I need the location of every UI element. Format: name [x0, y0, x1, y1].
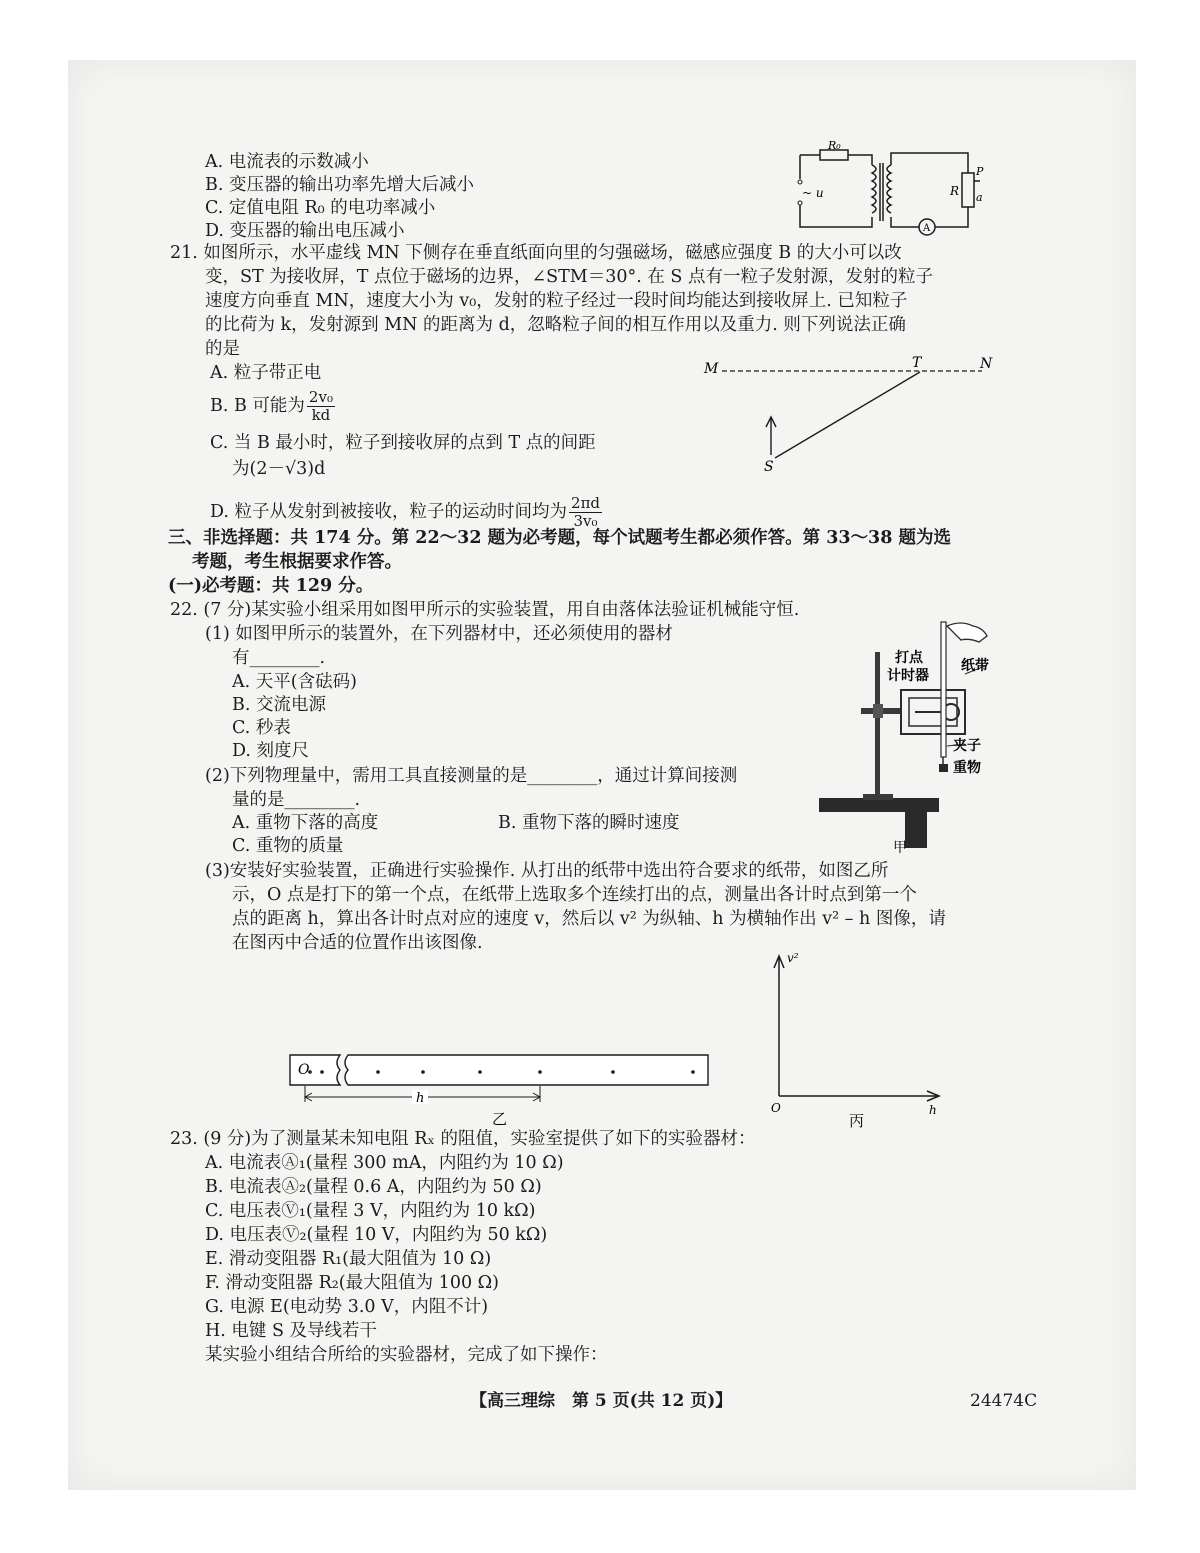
timer-label-line-1: 打点	[895, 650, 923, 666]
section3-heading-line-1: 三、非选择题：共 174 分。第 22～32 题为必考题，每个试题考生都必须作答。第 33～38 题为选	[168, 528, 951, 548]
q22-part1-line-1: (1) 如图甲所示的装置外，在下列器材中，还必须使用的器材	[205, 624, 673, 644]
origin-label: O	[771, 1101, 781, 1115]
q21-option-d-prefix: D. 粒子从发射到被接收，粒子的运动时间均为	[210, 502, 568, 522]
r-label: R	[950, 184, 960, 198]
q20-option-a: A. 电流表的示数减小	[205, 152, 369, 172]
q22-part2-line-1: (2)下列物理量中，需用工具直接测量的是________，通过计算间接测	[205, 766, 738, 786]
q23-item-g: G. 电源 E(电动势 3.0 V，内阻不计)	[205, 1297, 489, 1317]
q22-part1-option-a: A. 天平(含砝码)	[232, 672, 357, 692]
clip-label: 夹子	[953, 738, 981, 754]
q21-option-b-fraction	[307, 389, 335, 424]
q21-option-b-denominator: kd	[311, 406, 331, 424]
q21-option-d	[210, 493, 604, 531]
q20-option-b: B. 变压器的输出功率先增大后减小	[205, 175, 474, 195]
q22-part2-line-2: 量的是________.	[232, 790, 361, 810]
q22-part2-option-a: A. 重物下落的高度	[232, 813, 379, 833]
q21-option-d-numerator: 2πd	[571, 494, 601, 512]
q22-part3-line-4: 在图丙中合适的位置作出该图像.	[232, 933, 483, 953]
a-label: a	[976, 191, 983, 204]
q22-part3-line-2: 示，O 点是打下的第一个点，在纸带上选取多个连续打出的点，测量出各计时点到第一个	[232, 885, 917, 905]
transformer-circuit-figure	[790, 139, 984, 237]
q21-stem-line-4: 的比荷为 k，发射源到 MN 的距离为 d，忽略粒子间的相互作用以及重力. 则下列说法正确	[205, 315, 906, 335]
q21-stem-line-5: 的是	[205, 339, 240, 359]
section3-heading-line-2: 考题，考生根据要求作答。	[192, 552, 402, 572]
q23-item-c: C. 电压表Ⓥ₁(量程 3 V，内阻约为 10 kΩ)	[205, 1201, 536, 1221]
q20-option-d: D. 变压器的输出电压减小	[205, 221, 405, 241]
magnetic-field-figure	[700, 355, 1000, 475]
q21-option-b	[210, 387, 337, 425]
q22-part1-option-d: D. 刻度尺	[232, 741, 310, 761]
q22-part3-line-1: (3)安装好实验装置，正确进行实验操作. 从打出的纸带中选出符合要求的纸带，如图乙所	[205, 861, 889, 881]
q23-item-b: B. 电流表Ⓐ₂(量程 0.6 A，内阻约为 50 Ω)	[205, 1177, 542, 1197]
m-label: M	[704, 361, 719, 377]
tape-o-label: O	[298, 1062, 310, 1078]
q21-option-c-line-1: C. 当 B 最小时，粒子到接收屏的点到 T 点的间距	[210, 433, 596, 453]
tape-label: 纸带	[961, 658, 989, 674]
q22-stem: 22. (7 分)某实验小组采用如图甲所示的实验装置，用自由落体法验证机械能守恒.	[170, 600, 800, 620]
v2-h-axes-figure	[765, 948, 950, 1130]
tape-h-label: h	[416, 1091, 425, 1106]
paper-tape-figure	[288, 1050, 713, 1128]
page-footer-title: 【高三理综 第 5 页(共 12 页)】	[470, 1391, 733, 1411]
n-label: N	[980, 356, 993, 372]
q22-part1-option-c: C. 秒表	[232, 718, 291, 738]
p-label: P	[976, 165, 984, 178]
section3-subheading: (一)必考题：共 129 分。	[168, 576, 374, 596]
s-label: S	[764, 459, 774, 475]
q21-stem-line-3: 速度方向垂直 MN，速度大小为 v₀，发射的粒子经过一段时间均能达到接收屏上. 已知粒子	[205, 291, 908, 311]
q21-stem-line-1: 21. 如图所示，水平虚线 MN 下侧存在垂直纸面向里的匀强磁场，磁感应强度 B 的大小可以改	[170, 243, 902, 263]
q23-item-e: E. 滑动变阻器 R₁(最大阻值为 10 Ω)	[205, 1249, 492, 1269]
u-label: ~ u	[802, 186, 824, 200]
q21-option-b-prefix: B. B 可能为	[210, 396, 305, 416]
ammeter-label: A	[923, 223, 931, 234]
q21-stem-line-2: 变，ST 为接收屏，T 点位于磁场的边界，∠STM＝30°. 在 S 点有一粒子发射源，发射的粒子	[205, 267, 933, 287]
q23-stem: 23. (9 分)为了测量某未知电阻 Rₓ 的阻值，实验室提供了如下的实验器材：	[170, 1129, 756, 1149]
q22-part1-line-2: 有________.	[232, 648, 326, 668]
free-fall-apparatus-figure	[815, 612, 1005, 857]
page-footer-code: 24474C	[970, 1391, 1038, 1411]
r0-label: R₀	[828, 139, 841, 152]
q22-part3-line-3: 点的距离 h，算出各计时点对应的速度 v，然后以 v² 为纵轴、h 为横轴作出 v² – h 图像，请	[232, 909, 946, 929]
h-axis-label: h	[929, 1103, 937, 1117]
q21-option-c-line-2: 为(2－√3)d	[232, 459, 326, 479]
figure-bing-caption: 丙	[849, 1112, 865, 1130]
q22-part2-option-c: C. 重物的质量	[232, 836, 344, 856]
q22-part2-option-b: B. 重物下落的瞬时速度	[498, 813, 680, 833]
q23-closing: 某实验小组结合所给的实验器材，完成了如下操作：	[205, 1345, 608, 1365]
t-label: T	[912, 355, 922, 371]
q21-option-b-numerator: 2v₀	[308, 388, 333, 406]
q22-part1-option-b: B. 交流电源	[232, 695, 326, 715]
q23-item-h: H. 电键 S 及导线若干	[205, 1321, 378, 1341]
q23-item-a: A. 电流表Ⓐ₁(量程 300 mA，内阻约为 10 Ω)	[205, 1153, 564, 1173]
figure-jia-caption: 甲	[893, 840, 907, 856]
weight-label: 重物	[953, 760, 981, 776]
figure-yi-caption: 乙	[492, 1110, 508, 1128]
q23-item-f: F. 滑动变阻器 R₂(最大阻值为 100 Ω)	[205, 1273, 499, 1293]
q21-option-a: A. 粒子带正电	[210, 363, 322, 383]
v2-axis-label: v²	[787, 951, 799, 965]
q21-option-d-fraction	[569, 495, 602, 530]
q20-option-c: C. 定值电阻 R₀ 的电功率减小	[205, 198, 436, 218]
q21-option-d-denominator: 3v₀	[573, 512, 598, 530]
timer-label-line-2: 计时器	[887, 668, 929, 684]
q23-item-d: D. 电压表Ⓥ₂(量程 10 V，内阻约为 50 kΩ)	[205, 1225, 548, 1245]
